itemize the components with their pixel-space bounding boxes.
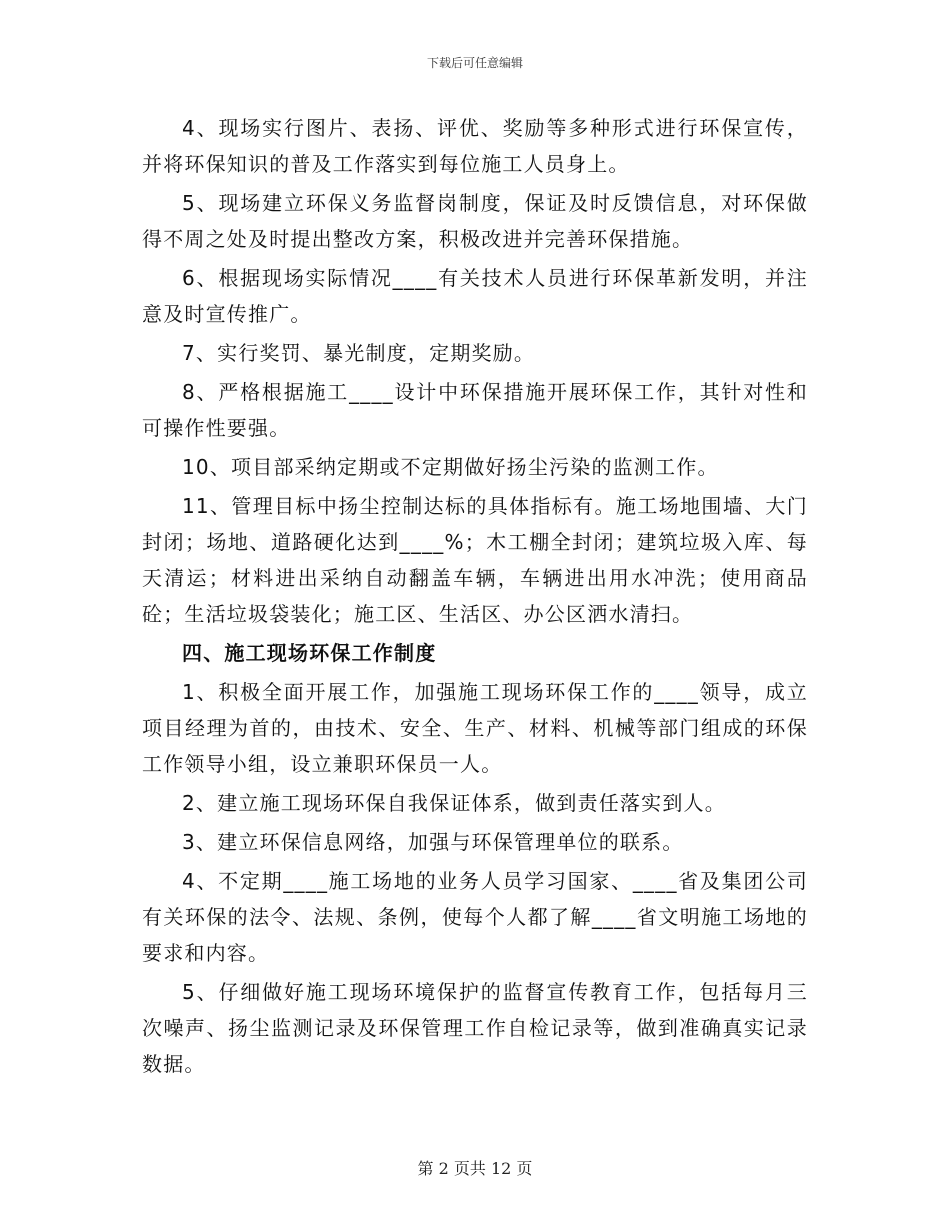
page-footer: 第 2 页共 12 页 — [417, 1159, 533, 1178]
page-header: 下载后可任意编辑 — [426, 56, 523, 70]
paragraph-item-4: 4、现场实行图片、表扬、评优、奖励等多种形式进行环保宣传，并将环保知识的普及工作落实到每位施工人员身上。 — [142, 116, 808, 176]
paragraph-item-6: 6、根据现场实际情况____有关技术人员进行环保革新发明，并注意及时宣传推广。 — [142, 266, 808, 326]
document-body — [142, 110, 808, 1085]
section-paragraph-2: 2、建立施工现场环保自我保证体系，做到责任落实到人。 — [182, 791, 726, 815]
section-paragraph-5: 5、仔细做好施工现场环境保护的监督宣传教育工作，包括每月三次噪声、扬尘监测记录及环保管理工作自检记录等，做到准确真实记录数据。 — [142, 980, 808, 1076]
section-heading: 四、施工现场环保工作制度 — [182, 641, 437, 665]
section-paragraph-1: 1、积极全面开展工作，加强施工现场环保工作的____领导，成立项目经理为首的，由技术、安全、生产、材料、机械等部门组成的环保工作领导小组，设立兼职环保员一人。 — [142, 680, 808, 776]
paragraph-item-8: 8、严格根据施工____设计中环保措施开展环保工作，其针对性和可操作性要强。 — [142, 380, 808, 440]
paragraph-item-10: 10、项目部采纳定期或不定期做好扬尘污染的监测工作。 — [182, 455, 719, 479]
section-paragraph-3: 3、建立环保信息网络，加强与环保管理单位的联系。 — [182, 830, 684, 854]
paragraph-item-7: 7、实行奖罚、暴光制度，定期奖励。 — [182, 341, 536, 365]
paragraph-item-11: 11、管理目标中扬尘控制达标的具体指标有。施工场地围墙、大门封闭；场地、道路硬化达到____%；木工棚全封闭；建筑垃圾入库、每天清运；材料进出采纳自动翻盖车辆，车辆进出用水冲洗；使用商品砼；生活垃圾袋装化；施工区、生活区、办公区洒水清扫。 — [142, 494, 808, 626]
paragraph-item-5: 5、现场建立环保义务监督岗制度，保证及时反馈信息，对环保做得不周之处及时提出整改方案，积极改进并完善环保措施。 — [142, 191, 808, 251]
section-paragraph-4: 4、不定期____施工场地的业务人员学习国家、____省及集团公司有关环保的法令、法规、条例，使每个人都了解____省文明施工场地的要求和内容。 — [142, 869, 808, 965]
